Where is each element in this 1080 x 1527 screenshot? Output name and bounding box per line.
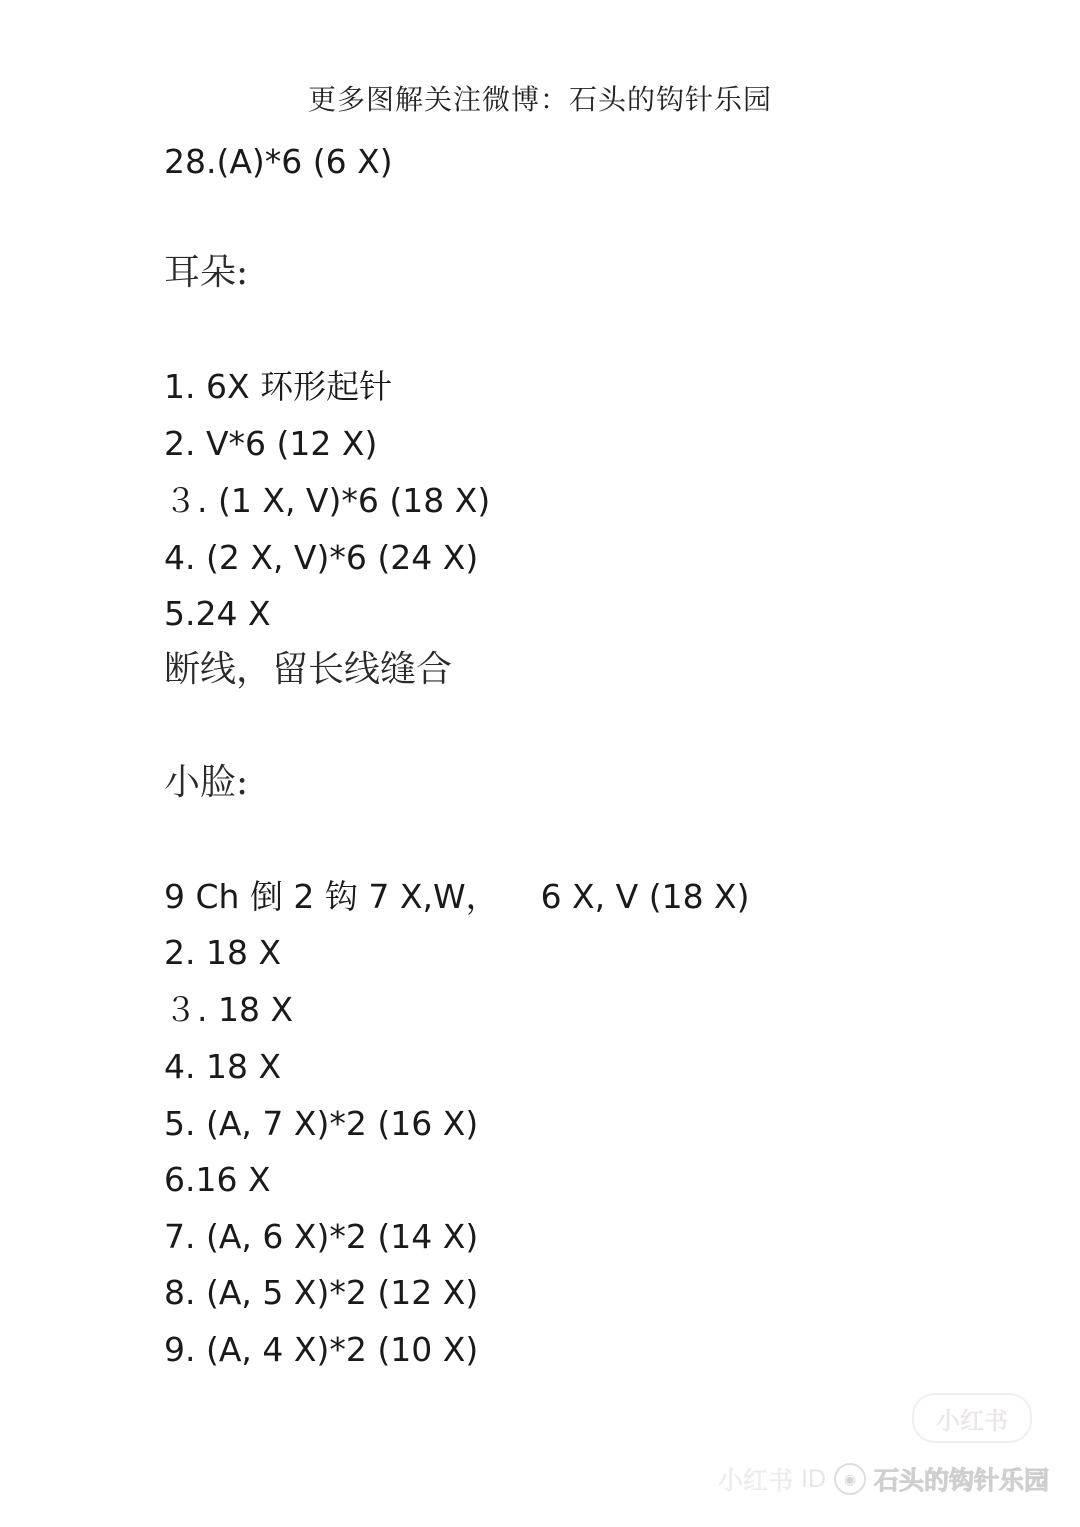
watermark xyxy=(718,1459,1049,1499)
ears-finish: 断线，留长线缝合 xyxy=(164,649,453,690)
face-row-9: 9. (A, 4 X)*2 (10 X) xyxy=(164,1330,479,1369)
row-28: 28.(A)*6 (6 X) xyxy=(164,142,393,181)
face-row-7: 7. (A, 6 X)*2 (14 X) xyxy=(164,1217,479,1256)
camera-icon: ◉ xyxy=(834,1463,866,1495)
face-row-6: 6.16 X xyxy=(164,1160,271,1199)
face-row-5: 5. (A, 7 X)*2 (16 X) xyxy=(164,1104,479,1143)
watermark-badge: 小红书 xyxy=(912,1393,1032,1443)
ears-row-2: 2. V*6 (12 X) xyxy=(164,424,378,463)
ears-row-1: 1. 6X 环形起针 xyxy=(164,367,393,406)
ears-heading: 耳朵: xyxy=(164,252,249,293)
watermark-brand: 小红书 xyxy=(718,1467,794,1495)
watermark-username: 石头的钩针乐园 xyxy=(874,1467,1050,1495)
ears-row-3: ３. (1 X, V)*6 (18 X) xyxy=(164,481,491,520)
face-row-2: 2. 18 X xyxy=(164,933,282,972)
ears-row-4: 4. (2 X, V)*6 (24 X) xyxy=(164,538,479,577)
watermark-id-prefix: ID xyxy=(801,1464,827,1493)
face-row-4: 4. 18 X xyxy=(164,1047,282,1086)
ears-row-5: 5.24 X xyxy=(164,594,271,633)
face-row-3: ３. 18 X xyxy=(164,990,294,1029)
face-heading: 小脸: xyxy=(164,762,249,803)
header-title: 更多图解关注微博：石头的钩针乐园 xyxy=(307,83,772,116)
face-row-1: 9 Ch 倒 2 钩 7 X,W， 6 X, V (18 X) xyxy=(164,877,750,916)
face-row-8: 8. (A, 5 X)*2 (12 X) xyxy=(164,1273,479,1312)
